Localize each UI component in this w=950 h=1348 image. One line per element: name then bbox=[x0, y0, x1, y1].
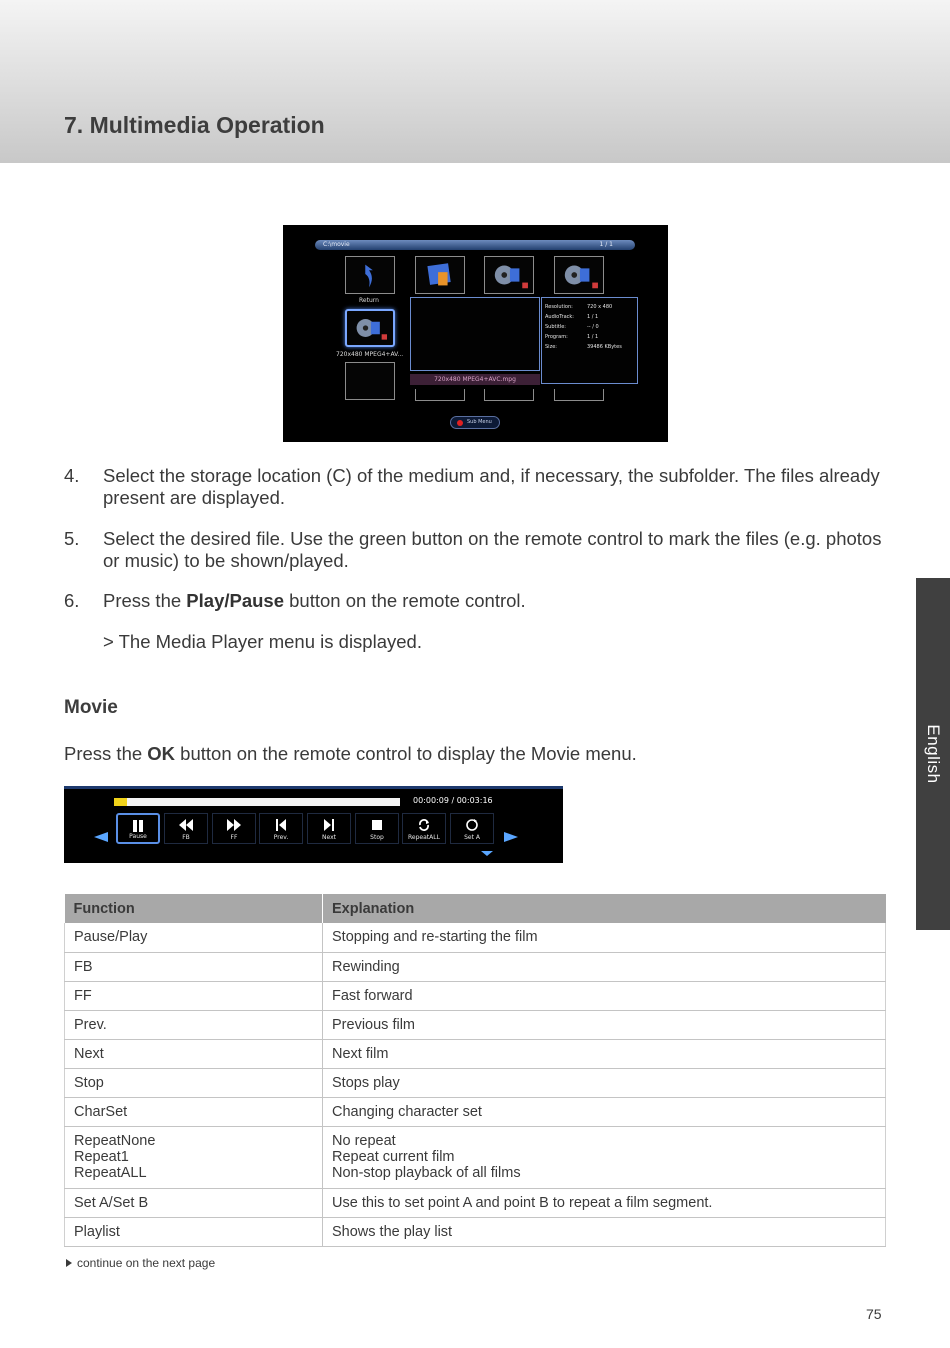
progress-track[interactable] bbox=[114, 798, 400, 806]
movie-player-screenshot bbox=[64, 786, 563, 863]
explanation-cell: Rewinding bbox=[323, 952, 886, 981]
film-reel-icon bbox=[485, 257, 533, 293]
preview-filename: 720x480 MPEG4+AVC.mpg bbox=[410, 374, 540, 385]
function-cell: FB bbox=[65, 952, 323, 981]
step-text: Select the storage location (C) of the medium and, if necessary, the subfolder. The files already present are displayed. bbox=[103, 465, 880, 508]
function-cell: Prev. bbox=[65, 1010, 323, 1039]
table-row bbox=[65, 1217, 886, 1246]
fast-forward-icon bbox=[226, 818, 242, 832]
step-result: > The Media Player menu is displayed. bbox=[103, 631, 422, 652]
table-row bbox=[65, 981, 886, 1010]
function-cell: Set A/Set B bbox=[65, 1188, 323, 1217]
info-row: Subtitle: -- / 0 bbox=[545, 324, 599, 330]
file-browser-screenshot bbox=[283, 225, 668, 442]
video-thumb-1[interactable] bbox=[484, 256, 534, 294]
thumb-slot bbox=[415, 389, 465, 401]
browser-path-bar bbox=[315, 240, 635, 250]
empty-thumb bbox=[345, 362, 395, 400]
step-number: 6. bbox=[64, 590, 80, 611]
button-label: Set A bbox=[464, 834, 480, 841]
step-text: Select the desired file. Use the green button on the remote control to mark the files (e.g. photos or music) to be shown/played. bbox=[103, 528, 882, 571]
set-ab-icon bbox=[465, 818, 479, 832]
play-pause-term: Play/Pause bbox=[186, 590, 284, 611]
button-label: Prev. bbox=[273, 834, 289, 841]
movie-heading: Movie bbox=[64, 697, 118, 718]
explanation-cell: No repeat Repeat current film Non-stop playback of all films bbox=[323, 1126, 886, 1188]
playback-time: 00:00:09 / 00:03:16 bbox=[413, 796, 493, 805]
ok-term: OK bbox=[147, 743, 176, 764]
repeat-button[interactable] bbox=[402, 813, 446, 844]
step-number: 5. bbox=[64, 528, 80, 549]
column-header-function: Function bbox=[65, 894, 323, 923]
explanation-cell: Shows the play list bbox=[323, 1217, 886, 1246]
function-cell: RepeatNone Repeat1 RepeatALL bbox=[65, 1126, 323, 1188]
skip-next-icon bbox=[322, 818, 336, 832]
selected-caption: 720x480 MPEG4+AV... bbox=[336, 351, 404, 358]
function-cell: Next bbox=[65, 1039, 323, 1068]
stop-icon bbox=[370, 818, 384, 832]
set-a-button[interactable] bbox=[450, 813, 494, 844]
browser-path: C:\movie bbox=[323, 241, 350, 248]
video-thumb-2[interactable] bbox=[554, 256, 604, 294]
continue-text: continue on the next page bbox=[77, 1256, 216, 1270]
function-table bbox=[64, 894, 886, 1247]
button-label: FB bbox=[182, 834, 190, 841]
thumb-slot bbox=[484, 389, 534, 401]
table-row bbox=[65, 1097, 886, 1126]
next-button[interactable] bbox=[307, 813, 351, 844]
triangle-right-icon bbox=[66, 1259, 72, 1267]
info-row: Program: 1 / 1 bbox=[545, 334, 599, 340]
scroll-down-icon[interactable] bbox=[481, 851, 493, 856]
scroll-right-icon[interactable] bbox=[504, 832, 518, 842]
explanation-cell: Previous film bbox=[323, 1010, 886, 1039]
info-row: AudioTrack: 1 / 1 bbox=[545, 314, 599, 320]
thumb-slot bbox=[554, 389, 604, 401]
step-number: 4. bbox=[64, 465, 80, 486]
scroll-left-icon[interactable] bbox=[94, 832, 108, 842]
table-row bbox=[65, 923, 886, 952]
return-arrow-icon bbox=[346, 257, 394, 293]
language-side-tab bbox=[916, 578, 950, 930]
sub-menu-button[interactable] bbox=[450, 416, 500, 429]
explanation-cell: Stops play bbox=[323, 1068, 886, 1097]
red-button-icon bbox=[457, 420, 463, 426]
video-folder-icon bbox=[416, 257, 464, 293]
skip-previous-icon bbox=[274, 818, 288, 832]
stop-button[interactable] bbox=[355, 813, 399, 844]
selected-video-thumb[interactable] bbox=[345, 309, 395, 347]
button-label: Pause bbox=[129, 833, 147, 840]
side-tab-label: English bbox=[924, 724, 943, 784]
continue-note bbox=[66, 1256, 215, 1270]
sub-menu-label: Sub Menu bbox=[467, 419, 492, 425]
table-row bbox=[65, 1068, 886, 1097]
function-cell: Pause/Play bbox=[65, 923, 323, 952]
explanation-cell: Changing character set bbox=[323, 1097, 886, 1126]
prev-button[interactable] bbox=[259, 813, 303, 844]
step-text: Press the Play/Pause button on the remote control. bbox=[103, 590, 526, 611]
fb-button[interactable] bbox=[164, 813, 208, 844]
button-label: Stop bbox=[370, 834, 384, 841]
function-cell: FF bbox=[65, 981, 323, 1010]
button-label: Next bbox=[322, 834, 336, 841]
repeat-icon bbox=[417, 818, 431, 832]
table-row bbox=[65, 1188, 886, 1217]
explanation-cell: Next film bbox=[323, 1039, 886, 1068]
file-info-panel bbox=[541, 297, 638, 384]
table-row bbox=[65, 952, 886, 981]
info-row: Size: 39486 KBytes bbox=[545, 344, 622, 350]
table-row bbox=[65, 1010, 886, 1039]
page-title: 7. Multimedia Operation bbox=[64, 112, 325, 138]
pause-button[interactable] bbox=[116, 813, 160, 844]
function-cell: CharSet bbox=[65, 1097, 323, 1126]
table-row bbox=[65, 1126, 886, 1188]
film-reel-icon bbox=[555, 257, 603, 293]
info-row: Resolution: 720 x 480 bbox=[545, 304, 613, 310]
return-caption: Return bbox=[359, 297, 379, 304]
function-cell: Stop bbox=[65, 1068, 323, 1097]
table-row bbox=[65, 1039, 886, 1068]
ff-button[interactable] bbox=[212, 813, 256, 844]
table-header-row bbox=[65, 894, 886, 923]
progress-fill bbox=[114, 798, 127, 806]
folder-thumb[interactable] bbox=[415, 256, 465, 294]
button-label: FF bbox=[230, 834, 238, 841]
page-number: 75 bbox=[866, 1306, 882, 1322]
explanation-cell: Use this to set point A and point B to repeat a film segment. bbox=[323, 1188, 886, 1217]
movie-intro: Press the OK button on the remote control to display the Movie menu. bbox=[64, 743, 637, 764]
pause-icon bbox=[131, 819, 145, 833]
rewind-icon bbox=[178, 818, 194, 832]
film-reel-icon bbox=[347, 311, 393, 345]
function-cell: Playlist bbox=[65, 1217, 323, 1246]
explanation-cell: Stopping and re-starting the film bbox=[323, 923, 886, 952]
return-thumb[interactable] bbox=[345, 256, 395, 294]
explanation-cell: Fast forward bbox=[323, 981, 886, 1010]
column-header-explanation: Explanation bbox=[323, 894, 886, 923]
button-label: RepeatALL bbox=[408, 834, 440, 841]
video-preview bbox=[410, 297, 540, 371]
browser-page-count: 1 / 1 bbox=[599, 241, 613, 248]
